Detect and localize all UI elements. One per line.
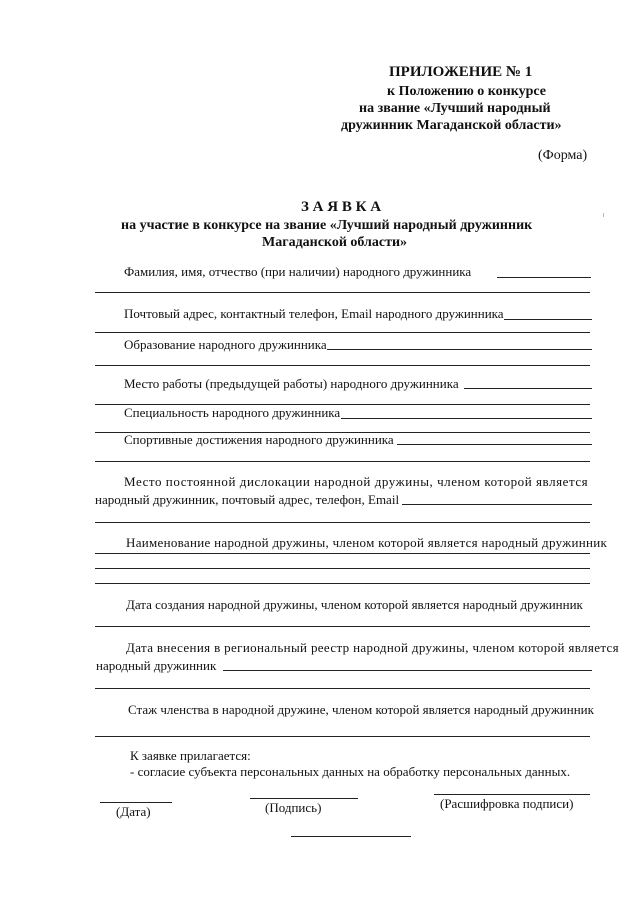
field-line-education-2[interactable] [95,365,590,366]
field-line-name-2[interactable] [95,292,590,293]
field-label-registry-2: народный дружинник [96,658,217,673]
signature-caption: (Подпись) [265,800,322,815]
field-label-location-1: Место постоянной дислокации народной дружины, членом которой является [124,474,589,489]
attachments-item: - согласие субъекта персональных данных на обработку персональных данных. [130,764,571,779]
appendix-heading: ПРИЛОЖЕНИЕ № 1 [389,64,533,80]
field-line-work[interactable] [464,388,592,389]
field-label-creation-date: Дата создания народной дружины, членом которой является народный дружинник [126,597,583,612]
field-line-specialty[interactable] [341,418,592,419]
field-line-sport[interactable] [397,444,592,445]
field-label-education: Образование народного дружинника [124,337,327,352]
field-label-tenure: Стаж членства в народной дружине, членом которой является народный дружинник [128,702,594,717]
decoding-caption: (Расшифровка подписи) [440,796,574,811]
date-line[interactable] [100,802,172,803]
field-line-creation-date[interactable] [95,626,590,627]
field-label-registry-1: Дата внесения в региональный реестр народной дружины, членом которой является [126,640,619,655]
field-line-location-2[interactable] [95,522,590,523]
application-title: З А Я В К А [301,199,382,215]
field-label-sport: Спортивные достижения народного дружинника [124,432,394,447]
application-subtitle-1: на участие в конкурсе на звание «Лучший народный дружинник [121,218,533,233]
field-line-unit-name-3[interactable] [95,583,590,584]
field-line-unit-name-2[interactable] [95,568,590,569]
header-line-3: дружинник Магаданской области» [341,118,562,133]
field-line-name[interactable] [497,277,591,278]
field-label-specialty: Специальность народного дружинника [124,405,341,420]
field-line-tenure[interactable] [95,736,590,737]
field-label-unit-name: Наименование народной дружины, членом которой является народный дружинник [126,535,608,550]
field-line-sport-2[interactable] [95,461,590,462]
decoding-line[interactable] [434,794,590,795]
header-line-2: на звание «Лучший народный [359,101,551,116]
attachments-heading: К заявке прилагается: [130,748,251,763]
field-line-contacts-2[interactable] [95,332,590,333]
application-subtitle-2: Магаданской области» [262,235,408,250]
signature-line[interactable] [250,798,358,799]
field-line-contacts[interactable] [504,319,592,320]
field-label-work: Место работы (предыдущей работы) народного дружинника [124,376,459,391]
form-label: (Форма) [538,148,588,163]
field-line-registry-2[interactable] [95,688,590,689]
bottom-line [291,836,411,837]
field-line-education[interactable] [327,349,592,350]
field-line-unit-name[interactable] [95,553,590,554]
field-line-location[interactable] [402,504,592,505]
field-label-name: Фамилия, имя, отчество (при наличии) народного дружинника [124,264,472,279]
field-label-location-2: народный дружинник, почтовый адрес, телефон, Email [95,492,400,507]
date-caption: (Дата) [116,804,151,819]
scan-mark [603,213,604,217]
field-label-contacts: Почтовый адрес, контактный телефон, Email народного дружинника [124,306,504,321]
field-line-registry[interactable] [223,670,592,671]
header-line-1: к Положению о конкурсе [387,84,546,99]
